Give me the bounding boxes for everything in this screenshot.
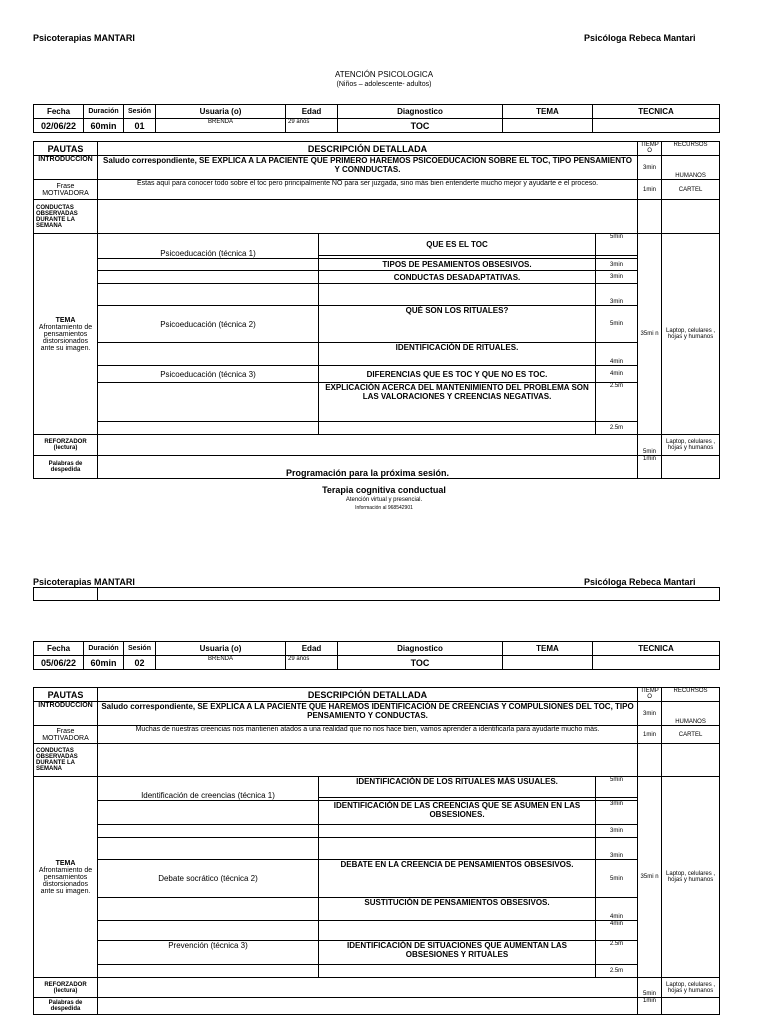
row-text-6-2: SUSTITUCIÓN DE PENSAMIENTOS OBSESIVOS. bbox=[319, 898, 596, 921]
prox-sesion: Programación para la próxima sesión. bbox=[98, 456, 638, 479]
tema-resource-2: Laptop, celulares , hojas y humanos bbox=[662, 777, 720, 978]
row-time-2: 3min bbox=[596, 259, 638, 271]
col-pautas: PAUTAS bbox=[34, 142, 98, 156]
row-text-3-2 bbox=[319, 825, 596, 838]
frase-text-2: Muchas de nuestras creencias nos mantienen atados a una realidad que no nos hace bien, vamos aprender a identificarla para ayudarte mucho más. bbox=[98, 726, 638, 744]
row-time-7: 4min bbox=[596, 366, 638, 383]
info-phone: Información al 968542901 bbox=[355, 505, 413, 511]
reforzador-resource: Laptop, celulares , hojas y humanos bbox=[662, 435, 720, 456]
reforzador-label: REFORZADOR (lectura) bbox=[34, 435, 98, 456]
tema-cell bbox=[34, 234, 98, 435]
row-blank-a-2 bbox=[98, 801, 319, 825]
reforzador-time-2: 5min bbox=[638, 978, 662, 998]
session-plan-table bbox=[33, 141, 720, 479]
despedida-time: 1min bbox=[638, 456, 662, 479]
value-sesion-2: 02 bbox=[124, 656, 156, 670]
conductas-resource bbox=[662, 200, 720, 234]
value-edad-2: 29 años bbox=[286, 656, 338, 670]
conductas-cell-2 bbox=[98, 744, 638, 777]
row-time-9: 2.5m bbox=[596, 422, 638, 435]
tema-cell-2 bbox=[34, 777, 98, 978]
reforzador-cell bbox=[98, 435, 638, 456]
tecnica-2: Psicoeducación (técnica 2) bbox=[98, 306, 319, 343]
row-time-5-2: 5min bbox=[596, 860, 638, 898]
row-blank-e-2 bbox=[98, 921, 319, 941]
label-fecha-2: Fecha bbox=[34, 642, 84, 656]
despedida-resource bbox=[662, 456, 720, 479]
conductas-time-2 bbox=[638, 744, 662, 777]
row-text-4-2 bbox=[319, 838, 596, 860]
conductas-label: CONDUCTAS OBSERVADAS DURANTE LA SEMANA bbox=[34, 200, 98, 234]
tema-label: TEMA bbox=[55, 316, 76, 324]
row-blank-b bbox=[98, 271, 319, 284]
row-text-2: TIPOS DE PESAMIENTOS OBSESIVOS. bbox=[319, 259, 596, 271]
value-usuaria-2: BRENDA bbox=[156, 656, 286, 670]
despedida-label: Palabras de despedida bbox=[34, 456, 98, 479]
intro-text: Saludo correspondiente, SE EXPLICA A LA PACIENTE QUE PRIMERO HAREMOS PSICOEDUCACION SOBRE EL TOC, TIPO PENSAMIENTO Y CONNDUCTAS. bbox=[98, 156, 638, 180]
tema-resource: Laptop, celulares , hojas y humanos bbox=[662, 234, 720, 435]
col-descripcion-2: DESCRIPCIÓN DETALLADA bbox=[98, 688, 638, 702]
value-duracion: 60min bbox=[84, 119, 124, 133]
row-time-1: 5min bbox=[596, 234, 638, 256]
despedida-cell-2 bbox=[98, 998, 638, 1015]
label-diagnostico-2: Diagnostico bbox=[338, 642, 503, 656]
document-title: ATENCIÓN PSICOLOGICA bbox=[334, 70, 434, 79]
row-text-1: QUE ES EL TOC bbox=[319, 234, 596, 256]
row-time-5: 5min bbox=[596, 306, 638, 343]
value-usuaria: BRENDA bbox=[156, 119, 286, 133]
row-time-4: 3min bbox=[596, 284, 638, 306]
frase-time: 1min bbox=[638, 180, 662, 200]
blank-strip-a bbox=[34, 588, 98, 601]
value-edad: 29 años bbox=[286, 119, 338, 133]
conductas-resource-2 bbox=[662, 744, 720, 777]
label-duracion-2: Duración bbox=[84, 642, 124, 656]
row-time-8: 2.5m bbox=[596, 383, 638, 422]
row-text-5-2: DEBATE EN LA CREENCIA DE PENSAMIENTOS OBSESIVOS. bbox=[319, 860, 596, 898]
value-tecnica bbox=[593, 119, 720, 133]
intro-time: 3min bbox=[638, 156, 662, 180]
label-usuaria-2: Usuaria (o) bbox=[156, 642, 286, 656]
row-text-8-2: IDENTIFICACIÓN DE SITUACIONES QUE AUMENTAN LAS OBSESIONES Y RITUALES bbox=[319, 941, 596, 965]
tecnica-3-2: Prevención (técnica 3) bbox=[98, 941, 319, 965]
intro-resource-2: HUMANOS bbox=[662, 702, 720, 726]
value-fecha-2: 05/06/22 bbox=[34, 656, 84, 670]
row-text-7-2 bbox=[319, 921, 596, 941]
col-recursos: RECURSOS bbox=[662, 142, 720, 156]
row-blank-d bbox=[98, 343, 319, 366]
row-blank-d-2 bbox=[98, 898, 319, 921]
frase-label-2: Frase MOTIVADORA bbox=[34, 726, 98, 744]
row-text-9-2 bbox=[319, 965, 596, 978]
tema-label-2: TEMA bbox=[55, 859, 76, 867]
header-right-2: Psicóloga Rebeca Mantari bbox=[584, 577, 696, 587]
row-text-2-2: IDENTIFICACIÓN DE LAS CREENCIAS QUE SE ASUMEN EN LAS OBSESIONES. bbox=[319, 801, 596, 825]
label-tecnica-2: TECNICA bbox=[593, 642, 720, 656]
intro-time-2: 3min bbox=[638, 702, 662, 726]
row-time-8-2: 2.5m bbox=[596, 941, 638, 965]
row-text-3: CONDUCTAS DESADAPTATIVAS. bbox=[319, 271, 596, 284]
intro-label: INTRODUCCIÓN bbox=[34, 156, 98, 180]
row-blank-a bbox=[98, 259, 319, 271]
row-time-3-2: 3min bbox=[596, 825, 638, 838]
value-diagnostico: TOC bbox=[338, 119, 503, 133]
row-text-9 bbox=[319, 422, 596, 435]
row-time-6-2: 4min bbox=[596, 898, 638, 921]
despedida-time-2: 1min bbox=[638, 998, 662, 1015]
value-tema-2 bbox=[503, 656, 593, 670]
intro-resource: HUMANOS bbox=[662, 156, 720, 180]
tecnica-3: Psicoeducación (técnica 3) bbox=[98, 366, 319, 383]
row-time-3: 3min bbox=[596, 271, 638, 284]
value-diagnostico-2: TOC bbox=[338, 656, 503, 670]
col-pautas-2: PAUTAS bbox=[34, 688, 98, 702]
label-usuaria: Usuaria (o) bbox=[156, 105, 286, 119]
col-tiempo-2: TIEMP O bbox=[638, 688, 662, 702]
row-text-8: EXPLICACIÓN ACERCA DEL MANTENIMIENTO DEL PROBLEMA SON LAS VALORACIONES Y CREENCIAS NEGATIVAS. bbox=[319, 383, 596, 422]
value-tecnica-2 bbox=[593, 656, 720, 670]
conductas-time bbox=[638, 200, 662, 234]
session-info-table bbox=[33, 104, 720, 133]
conductas-label-2: CONDUCTAS OBSERVADAS DURANTE LA SEMANA bbox=[34, 744, 98, 777]
row-blank-f-2 bbox=[98, 965, 319, 978]
intro-label-2: INTRODUCCIÓN bbox=[34, 702, 98, 726]
despedida-resource-2 bbox=[662, 998, 720, 1015]
frase-resource: CARTEL bbox=[662, 180, 720, 200]
row-text-4 bbox=[319, 284, 596, 306]
row-blank-b-2 bbox=[98, 825, 319, 838]
label-duracion: Duración bbox=[84, 105, 124, 119]
col-recursos-2: RECURSOS bbox=[662, 688, 720, 702]
label-tema-2: TEMA bbox=[503, 642, 593, 656]
reforzador-time: 5min bbox=[638, 435, 662, 456]
row-text-5: QUÉ SON LOS RITUALES? bbox=[319, 306, 596, 343]
session-info-table-2 bbox=[33, 641, 720, 670]
label-sesion: Sesión bbox=[124, 105, 156, 119]
row-text-7: DIFERENCIAS QUE ES TOC Y QUE NO ES TOC. bbox=[319, 366, 596, 383]
header-right: Psicóloga Rebeca Mantari bbox=[584, 33, 696, 43]
reforzador-resource-2: Laptop, celulares , hojas y humanos bbox=[662, 978, 720, 998]
tema-total-time-2: 35mi n bbox=[638, 777, 662, 978]
tema-total-time: 35mi n bbox=[638, 234, 662, 435]
label-fecha: Fecha bbox=[34, 105, 84, 119]
row-text-1-2: IDENTIFICACIÓN DE LOS RITUALES MÁS USUALES. bbox=[319, 777, 596, 798]
header-left-2: Psicoterapias MANTARI bbox=[33, 577, 135, 587]
row-blank-f bbox=[98, 422, 319, 435]
terapia-title: Terapia cognitiva conductual bbox=[322, 485, 446, 495]
tecnica-2-2: Debate socrático (técnica 2) bbox=[98, 860, 319, 898]
value-sesion: 01 bbox=[124, 119, 156, 133]
value-tema bbox=[503, 119, 593, 133]
header-left: Psicoterapias MANTARI bbox=[33, 33, 135, 43]
col-tiempo: TIEMP O bbox=[638, 142, 662, 156]
intro-text-2: Saludo correspondiente, SE EXPLICA A LA PACIENTE QUE HAREMOS IDENTIFICACIÓN DE CREENCIAS Y COMPULSIONES DEL TOC, TIPO PENSAMIENTO Y CONDUCTAS. bbox=[98, 702, 638, 726]
label-tecnica: TECNICA bbox=[593, 105, 720, 119]
reforzador-label-2: REFORZADOR (lectura) bbox=[34, 978, 98, 998]
tecnica-1: Psicoeducación (técnica 1) bbox=[98, 234, 319, 259]
blank-strip-table bbox=[33, 587, 720, 601]
reforzador-cell-2 bbox=[98, 978, 638, 998]
value-duracion-2: 60min bbox=[84, 656, 124, 670]
frase-time-2: 1min bbox=[638, 726, 662, 744]
frase-text: Estas aquí para conocer todo sobre el toc pero principalmente NO para ser juzgada, sino más bien entenderte mucho mejor y ayudarte e el proceso. bbox=[98, 180, 638, 200]
value-fecha: 02/06/22 bbox=[34, 119, 84, 133]
label-edad-2: Edad bbox=[286, 642, 338, 656]
row-time-4-2: 3min bbox=[596, 838, 638, 860]
row-time-6: 4min bbox=[596, 343, 638, 366]
label-diagnostico: Diagnostico bbox=[338, 105, 503, 119]
row-text-6: IDENTIFICACIÓN DE RITUALES. bbox=[319, 343, 596, 366]
blank-strip-b bbox=[98, 588, 720, 601]
tema-description: Afrontamiento de pensamientos distorsionados ante su imagen. bbox=[38, 323, 93, 352]
row-blank-e bbox=[98, 383, 319, 422]
frase-resource-2: CARTEL bbox=[662, 726, 720, 744]
session-plan-table-2 bbox=[33, 687, 720, 1015]
despedida-label-2: Palabras de despedida bbox=[34, 998, 98, 1015]
atencion-note: Atención virtual y presencial. bbox=[345, 497, 423, 503]
col-descripcion: DESCRIPCIÓN DETALLADA bbox=[98, 142, 638, 156]
tecnica-1-2: Identificación de creencias (técnica 1) bbox=[98, 777, 319, 801]
label-edad: Edad bbox=[286, 105, 338, 119]
label-tema: TEMA bbox=[503, 105, 593, 119]
row-blank-c bbox=[98, 284, 319, 306]
row-time-2-2: 3min bbox=[596, 801, 638, 825]
frase-label: Frase MOTIVADORA bbox=[34, 180, 98, 200]
label-sesion-2: Sesión bbox=[124, 642, 156, 656]
row-time-9-2: 2.5m bbox=[596, 965, 638, 978]
document-subtitle: (Niños – adolescente- adultos) bbox=[336, 81, 432, 88]
row-blank-c-2 bbox=[98, 838, 319, 860]
row-time-1-2: 5min bbox=[596, 777, 638, 798]
conductas-cell bbox=[98, 200, 638, 234]
tema-description-2: Afrontamiento de pensamientos distorsionados ante su imagen. bbox=[38, 866, 93, 895]
row-time-7-2: 4min bbox=[596, 921, 638, 941]
